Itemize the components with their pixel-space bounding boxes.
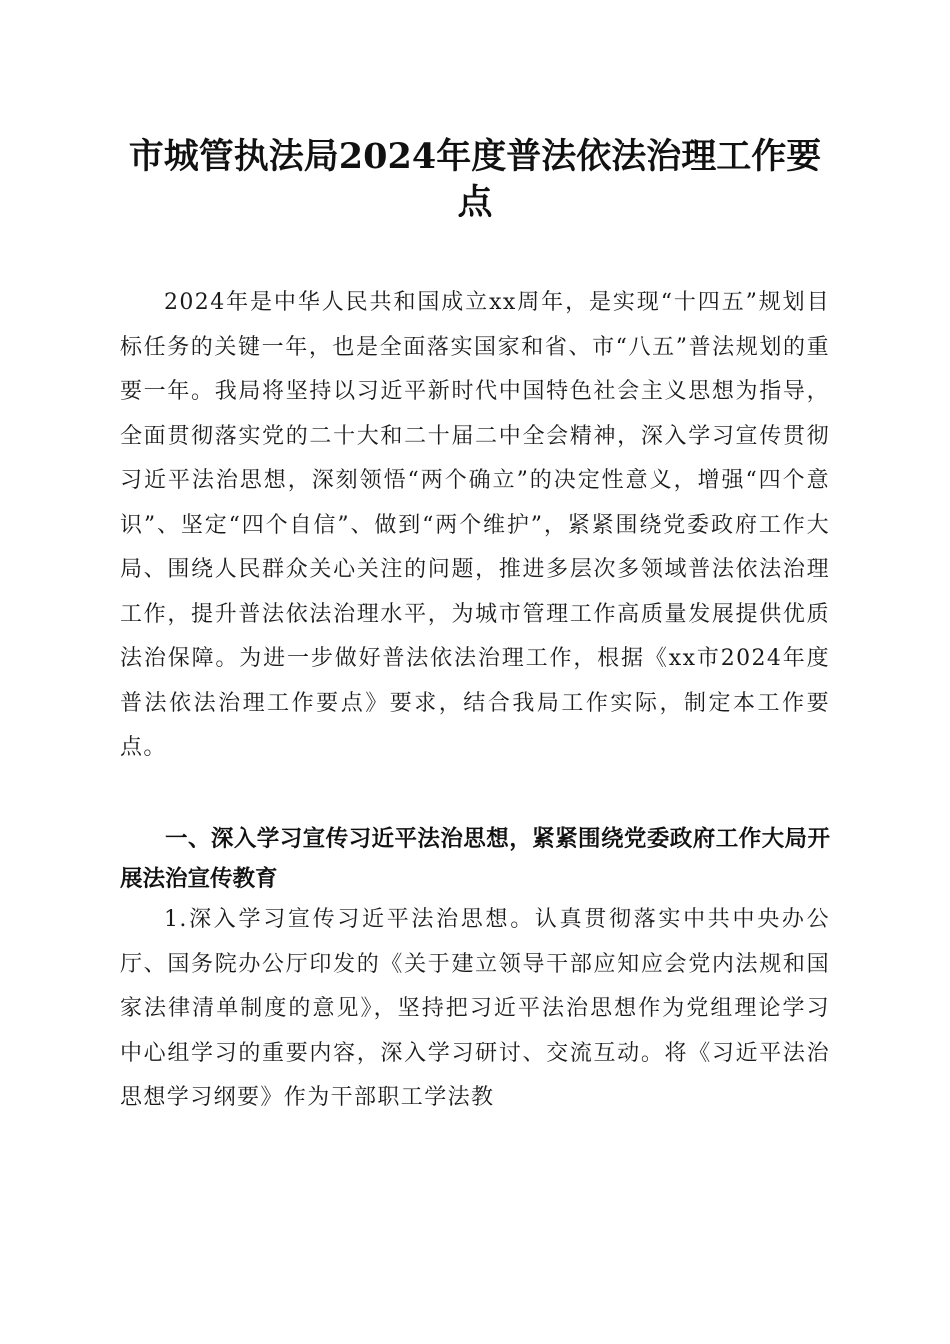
item-1-paragraph: 1.深入学习宣传习近平法治思想。认真贯彻落实中共中央办公厅、国务院办公厅印发的《关于建立领导干部应知应会党内法规和国家法律清单制度的意见》，坚持把习近平法治思想作为党组理论学习中心组学习的重要内容，深入学习研讨、交流互动。将《习近平法治思想学习纲要》作为干部职工学法教 bbox=[120, 907, 830, 1110]
intro-paragraph: 2024年是中华人民共和国成立xx周年，是实现“十四五”规划目标任务的关键一年，也是全面落实国家和省、市“八五”普法规划的重要一年。我局将坚持以习近平新时代中国特色社会主义思想为指导，全面贯彻落实党的二十大和二十届二中全会精神，深入学习宣传贯彻习近平法治思想，深刻领悟“两个确立”的决定性意义，增强“四个意识”、坚定“四个自信”、做到“两个维护”，紧紧围绕党委政府工作大局、围绕人民群众关心关注的问题，推进多层次多领域普法依法治理工作，提升普法依法治理水平，为城市管理工作高质量发展提供优质法治保障。为进一步做好普法依法治理工作，根据《xx市2024年度普法依法治理工作要点》要求，结合我局工作实际，制定本工作要点。 bbox=[120, 290, 830, 760]
document-title: 市城管执法局2024年度普法依法治理工作要点 bbox=[128, 136, 822, 223]
section-heading-1: 一、深入学习宣传习近平法治思想，紧紧围绕党委政府工作大局开展法治宣传教育 bbox=[120, 826, 830, 892]
